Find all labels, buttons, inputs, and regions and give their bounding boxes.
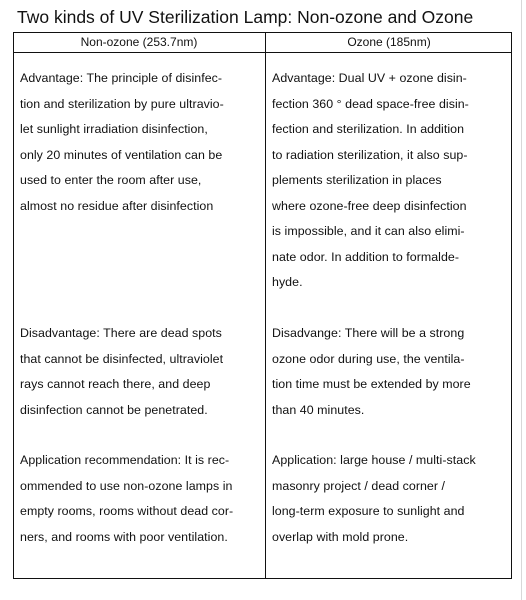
non-ozone-disadvantage: Disadvantage: There are dead spots that cannot be disinfected, ultraviolet rays cannot reach there, and deep disinfection cannot be penetrated. <box>20 326 224 417</box>
header-non-ozone: Non-ozone (253.7nm) <box>80 35 198 49</box>
header-divider <box>13 52 512 53</box>
ozone-application: Application: large house / multi-stack masonry project / dead corner / long-term exposure to sunlight and overlap with mold prone. <box>272 453 476 544</box>
column-divider <box>265 32 266 579</box>
non-ozone-application: Application recommendation: It is rec- ommended to use non-ozone lamps in empty rooms, rooms without dead cor- ners, and rooms with poor ventilation. <box>20 453 234 544</box>
page-edge-line <box>521 0 522 600</box>
header-ozone: Ozone (185nm) <box>347 35 431 49</box>
ozone-disadvantage: Disadvange: There will be a strong ozone odor during use, the ventila- tion time must be extended by more than 40 minutes. <box>272 326 471 417</box>
page-title: Two kinds of UV Sterilization Lamp: Non-ozone and Ozone <box>17 7 474 27</box>
non-ozone-advantage: Advantage: The principle of disinfec- tion and sterilization by pure ultravio- let sunlight irradiation disinfection, only 20 minutes of ventilation can be used to enter the room after use, almost no residue after disinfection <box>20 71 224 213</box>
ozone-advantage: Advantage: Dual UV + ozone disin- fection 360 ° dead space-free disin- fection and sterilization. In addition to radiation sterilization, it also sup- plements sterilization in places where ozone-free deep disinfection is impossible, and it can also elimi- nate odor. In addition to formalde- hyde. <box>272 71 469 289</box>
